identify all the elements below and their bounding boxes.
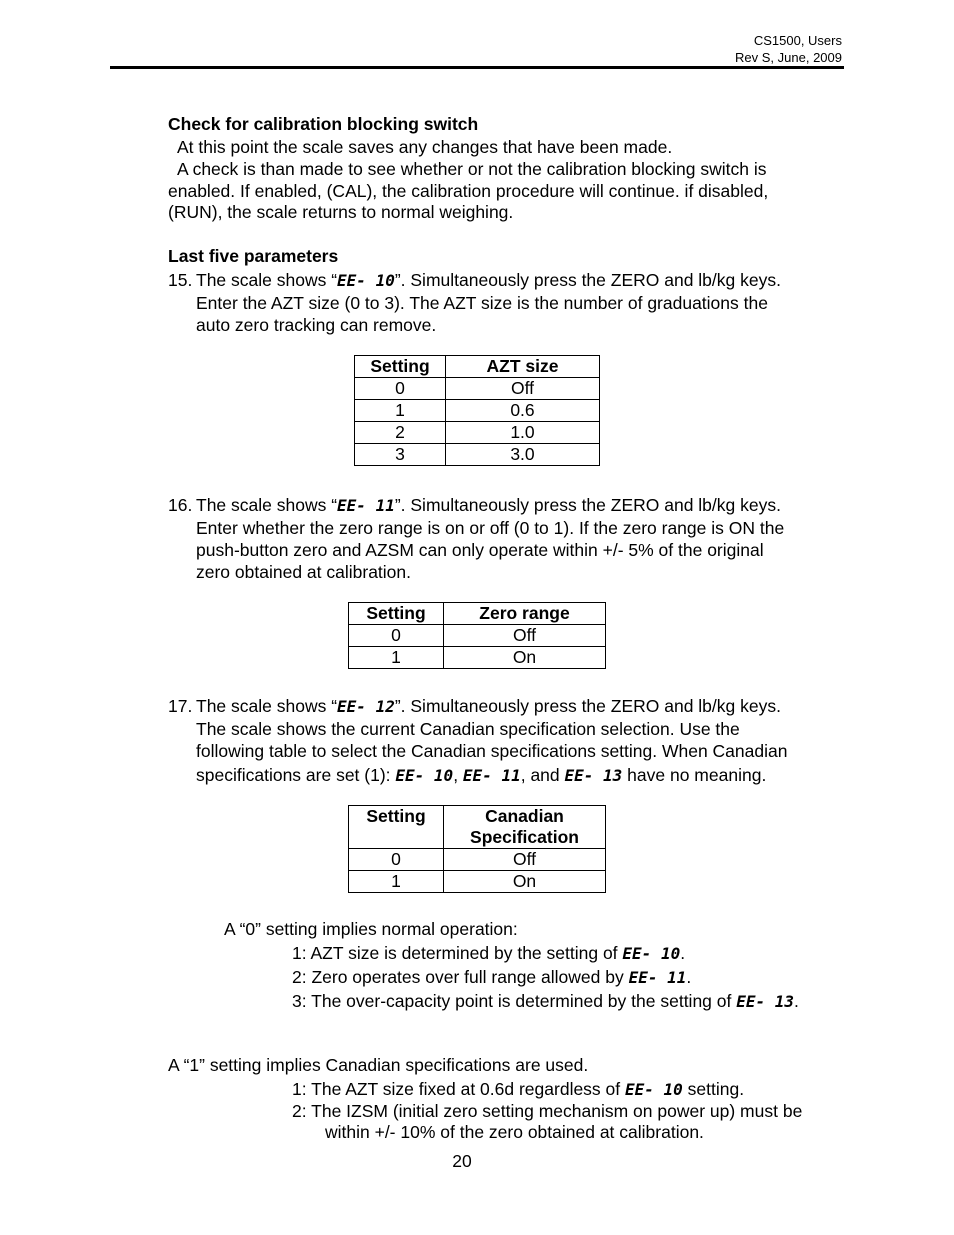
display-code-ee10: EE- 10 [337, 271, 395, 290]
header-line-1: Canadian [485, 806, 564, 826]
item-15-text-pre: The scale shows “ [196, 270, 338, 290]
item-text: setting. [682, 1079, 745, 1099]
item-16-number: 16. [168, 495, 193, 515]
one-setting-item-1 [292, 1078, 744, 1101]
table-cell: 0 [355, 378, 446, 400]
table-cell: 0 [349, 849, 444, 871]
one-setting-item-2-line-1: 2: The IZSM (initial zero setting mechanism on power up) must be [292, 1101, 803, 1121]
table-cell: 0 [349, 625, 444, 647]
table-cell: 3.0 [446, 444, 600, 466]
header-doc-title: CS1500, Users [753, 33, 842, 48]
header-revision: Rev S, June, 2009 [735, 50, 842, 65]
item-15 [168, 269, 781, 336]
zero-setting-item-2 [292, 966, 691, 989]
calibration-paragraph-2-line-3: (RUN), the scale returns to normal weighing. [168, 202, 514, 222]
item-17-line-4-post: have no meaning. [622, 765, 767, 785]
zero-setting-item-1 [292, 942, 685, 965]
item-17-line-3: following table to select the Canadian specifications setting. When Canadian [196, 741, 788, 761]
item-text: 3: The over-capacity point is determined by the setting of [292, 991, 737, 1011]
display-code-ee10: EE- 10 [622, 944, 681, 963]
item-17-line-4 [168, 764, 787, 787]
section-heading-calibration: Check for calibration blocking switch [168, 114, 479, 134]
item-17-line-2: The scale shows the current Canadian specification selection. Use the [196, 719, 740, 739]
table-cell: On [444, 871, 606, 893]
item-17 [168, 695, 787, 787]
display-code-ee13: EE- 13 [736, 992, 795, 1011]
item-17-text-pre: The scale shows “ [196, 696, 338, 716]
item-text: . [686, 967, 692, 987]
table-header-row [349, 806, 606, 849]
header-rule [110, 66, 844, 69]
item-text: 1: The AZT size fixed at 0.6d regardless of [292, 1079, 626, 1099]
table-cell: 3 [355, 444, 446, 466]
page-header [735, 32, 842, 66]
table-row [355, 444, 600, 466]
table-cell: 1.0 [446, 422, 600, 444]
zero-range-table [348, 602, 606, 669]
azt-size-table [354, 355, 600, 466]
item-16-line-4: zero obtained at calibration. [196, 562, 411, 582]
table-row [355, 422, 600, 444]
page-number: 20 [452, 1151, 472, 1171]
table-row [349, 871, 606, 893]
item-16-text-pre: The scale shows “ [196, 495, 338, 515]
display-code-ee11: EE- 11 [462, 766, 521, 785]
table-cell: 1 [349, 871, 444, 893]
table-header-zero-range: Zero range [444, 603, 606, 625]
calibration-paragraph-1: At this point the scale saves any changes that have been made. [177, 137, 673, 157]
one-setting-item-2-line-2: within +/- 10% of the zero obtained at calibration. [325, 1122, 704, 1142]
display-code-ee13: EE- 13 [564, 766, 623, 785]
separator: , and [520, 765, 565, 785]
canadian-spec-table [348, 805, 606, 893]
item-16-text-post: ”. Simultaneously press the ZERO and lb/kg keys. [394, 495, 781, 515]
header-line-2: Specification [470, 827, 579, 847]
table-cell: Off [444, 625, 606, 647]
table-cell: 1 [349, 647, 444, 669]
table-header-canadian-spec [444, 806, 606, 849]
item-15-text-post: ”. Simultaneously press the ZERO and lb/kg keys. [394, 270, 781, 290]
item-text: 1: AZT size is determined by the setting of [292, 943, 623, 963]
table-header-setting: Setting [355, 356, 446, 378]
display-code-ee11: EE- 11 [337, 496, 395, 515]
zero-setting-item-3 [292, 990, 799, 1013]
table-row [355, 400, 600, 422]
table-cell: 2 [355, 422, 446, 444]
item-17-number: 17. [168, 696, 193, 716]
separator: , [453, 765, 463, 785]
table-row [349, 647, 606, 669]
table-cell: 1 [355, 400, 446, 422]
table-row [349, 849, 606, 871]
item-text: . [794, 991, 799, 1011]
calibration-paragraph-2-line-1: A check is than made to see whether or not the calibration blocking switch is [177, 159, 767, 179]
display-code-ee11: EE- 11 [628, 968, 687, 987]
table-header-setting: Setting [349, 603, 444, 625]
item-15-line-2: Enter the AZT size (0 to 3). The AZT size is the number of graduations the [196, 293, 768, 313]
table-header-row [355, 356, 600, 378]
item-17-text-post: ”. Simultaneously press the ZERO and lb/kg keys. [394, 696, 781, 716]
section-heading-last-five: Last five parameters [168, 246, 339, 266]
item-15-number: 15. [168, 270, 193, 290]
table-header-setting: Setting [349, 806, 444, 849]
table-row [355, 378, 600, 400]
table-cell: 0.6 [446, 400, 600, 422]
item-17-line-4-pre: specifications are set (1): [196, 765, 396, 785]
display-code-ee12: EE- 12 [337, 697, 395, 716]
item-16-line-2: Enter whether the zero range is on or off (0 to 1). If the zero range is ON the [196, 518, 785, 538]
zero-setting-intro: A “0” setting implies normal operation: [224, 919, 518, 939]
table-cell: On [444, 647, 606, 669]
display-code-ee10: EE- 10 [395, 766, 454, 785]
display-code-ee10: EE- 10 [625, 1080, 683, 1099]
table-cell: Off [446, 378, 600, 400]
table-header-row [349, 603, 606, 625]
calibration-paragraph-2-line-2: enabled. If enabled, (CAL), the calibration procedure will continue. if disabled, [168, 181, 769, 201]
item-16 [168, 494, 784, 583]
table-row [349, 625, 606, 647]
table-header-azt-size: AZT size [446, 356, 600, 378]
one-setting-intro: A “1” setting implies Canadian specifications are used. [168, 1055, 589, 1075]
item-15-line-3: auto zero tracking can remove. [196, 315, 437, 335]
table-cell: Off [444, 849, 606, 871]
item-text: 2: Zero operates over full range allowed by [292, 967, 629, 987]
item-16-line-3: push-button zero and AZSM can only operate within +/- 5% of the original [196, 540, 764, 560]
item-text: . [680, 943, 686, 963]
